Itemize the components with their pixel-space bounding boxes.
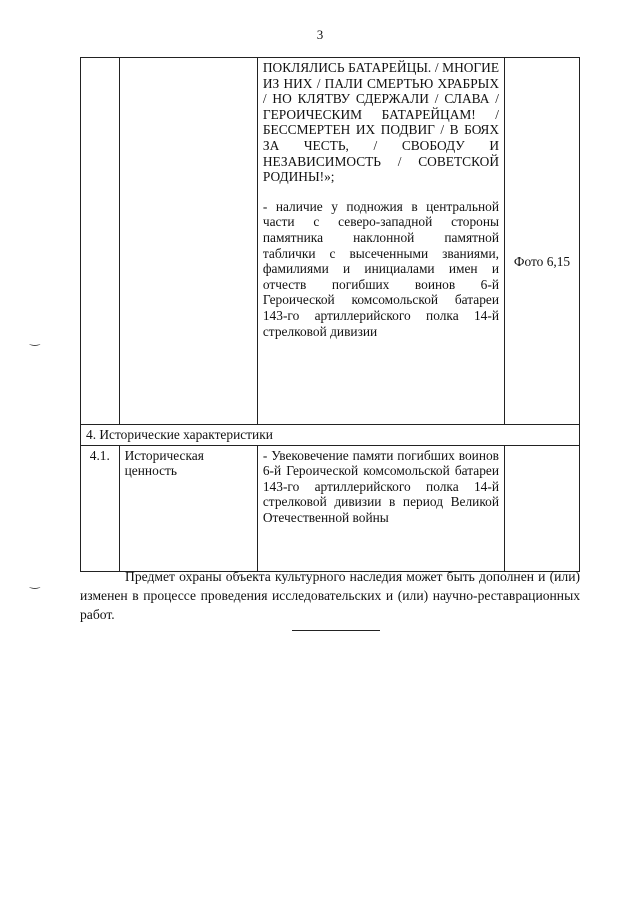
item-name: Историческая ценность	[119, 445, 257, 571]
page-number: 3	[316, 27, 324, 42]
item-description: - Увековечение памяти погибших воинов 6-й Героической комсомольской батареи 143-го артиллерийского полка 14-й стрелковой дивизии в период Великой Отечественной войны	[257, 445, 504, 571]
footer-note: Предмет охраны объекта культурного наследия может быть дополнен и (или) изменен в процессе проведения исследовательских и (или) научно-реставрационных работ.	[80, 569, 580, 622]
section-header: 4. Исторические характеристики	[81, 425, 580, 446]
photo-reference: Фото 6,15	[513, 254, 571, 269]
name-cell	[119, 58, 257, 425]
section-header-row	[81, 425, 580, 446]
table-row	[81, 445, 580, 571]
plaque-description: - наличие у подножия в центральной части с северо-западной стороны памятника наклонной памятной таблички с высеченными званиями, фамилиями и инициалами имен и отчеств погибших воинов 6-й Героической комсомольской батареи 143-го артиллерийского полка 14-й стрелковой дивизии	[262, 198, 500, 339]
photo-cell	[505, 58, 580, 425]
binding-mark: ‿	[30, 575, 40, 589]
binding-mark: ‿	[30, 332, 40, 346]
item-number: 4.1.	[81, 445, 120, 571]
description-cell	[257, 58, 504, 425]
monument-inscription: ПОКЛЯЛИСЬ БАТАРЕЙЦЫ. / МНОГИЕ ИЗ НИХ / ПАЛИ СМЕРТЬЮ ХРАБРЫХ / НО КЛЯТВУ СДЕРЖАЛИ / СЛАВА / ГЕРОИЧЕСКИМ БАТАРЕЙЦАМ! / БЕССМЕРТЕН ИХ ПОДВИГ / В БОЯХ ЗА ЧЕСТЬ, / СВОБОДУ И НЕЗАВИСИМОСТЬ / СОВЕТСКОЙ РОДИНЫ!»;	[262, 60, 500, 185]
item-photo	[505, 445, 580, 571]
protection-subject-table	[80, 57, 580, 572]
number-cell	[81, 58, 120, 425]
table-row	[81, 58, 580, 425]
closing-divider	[292, 630, 380, 631]
